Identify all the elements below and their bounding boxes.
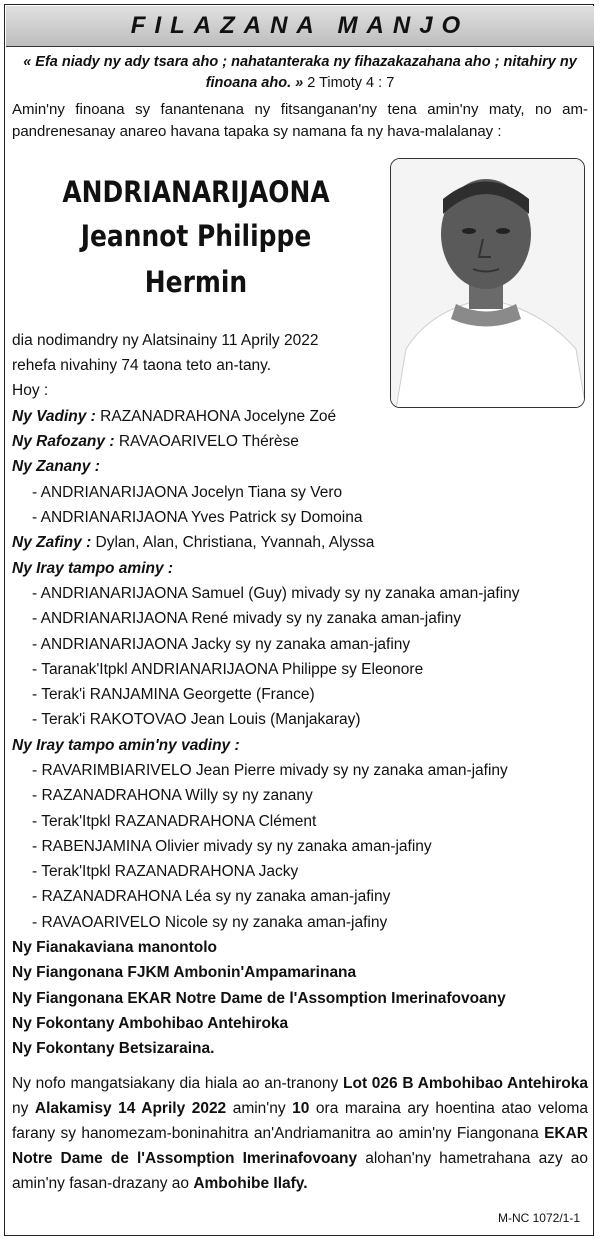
funeral-date: Alakamisy 14 Aprily 2022 bbox=[34, 1100, 227, 1117]
rafozany-label: Ny Rafozany : bbox=[12, 433, 115, 450]
list-item: - RAZANADRAHONA Willy sy ny zanany bbox=[32, 787, 313, 804]
notice-header bbox=[6, 6, 594, 47]
list-item: - Terak'Itpkl RAZANADRAHONA Jacky bbox=[32, 863, 299, 880]
zanany-label: Ny Zanany : bbox=[12, 458, 100, 475]
deceased-surname: ANDRIANARIJAONA bbox=[62, 175, 330, 209]
deceased-firstname: Jeannot Philippe bbox=[80, 219, 312, 253]
list-item: - ANDRIANARIJAONA René mivady sy ny zanaka aman-jafiny bbox=[32, 610, 461, 627]
hoy-label: Hoy : bbox=[12, 382, 49, 399]
rafozany-value: RAVAOARIVELO Thérèse bbox=[118, 433, 299, 450]
funeral-text-4: ora maraina ary hoentina atao veloma farany sy hanomezam-boninahitra an'Andriamanitra ao amin'ny Fiangonana bbox=[12, 1100, 589, 1142]
funeral-church: EKAR Notre Dame de l'Assomption Imerinafovoany bbox=[12, 1125, 588, 1167]
iray-tampo-vadiny-label: Ny Iray tampo amin'ny vadiny : bbox=[12, 737, 240, 754]
death-line: dia nodimandry ny Alatsinainy 11 Aprily 2022 bbox=[12, 332, 319, 349]
list-item: - ANDRIANARIJAONA Yves Patrick sy Domoina bbox=[32, 509, 363, 526]
organization-line: Ny Fianakaviana manontolo bbox=[12, 939, 217, 956]
list-item: - RAZANADRAHONA Léa sy ny zanaka aman-jafiny bbox=[32, 888, 391, 905]
list-item: - RABENJAMINA Olivier mivady sy ny zanaka aman-jafiny bbox=[32, 838, 432, 855]
funeral-place: Ambohibe Ilafy. bbox=[193, 1175, 308, 1192]
age-line: rehefa nivahiny 74 taona teto an-tany. bbox=[12, 357, 272, 374]
funeral-text-3: amin'ny bbox=[232, 1100, 286, 1117]
list-item: - ANDRIANARIJAONA Jacky sy ny zanaka aman-jafiny bbox=[32, 636, 411, 653]
funeral-text-5: alohan'ny hametrahana azy ao amin'ny fasan-drazany ao bbox=[12, 1150, 589, 1192]
list-item: - ANDRIANARIJAONA Jocelyn Tiana sy Vero bbox=[32, 484, 343, 501]
iray-tampo-aminy-label: Ny Iray tampo aminy : bbox=[12, 560, 174, 577]
list-item: - Taranak'Itpkl ANDRIANARIJAONA Philippe sy Eleonore bbox=[32, 661, 424, 678]
vadiny-label: Ny Vadiny : bbox=[12, 408, 96, 425]
list-item: - Terak'Itpkl RAZANADRAHONA Clément bbox=[32, 813, 317, 830]
deceased-firstname-2: Hermin bbox=[144, 265, 248, 299]
zafiny-row bbox=[12, 530, 374, 555]
notice-title: FILAZANA MANJO bbox=[130, 12, 470, 39]
list-item: - RAVAOARIVELO Nicole sy ny zanaka aman-jafiny bbox=[32, 914, 388, 931]
list-item: - Terak'i RANJAMINA Georgette (France) bbox=[32, 686, 315, 703]
organization-line: Ny Fiangonana FJKM Ambonin'Ampamarinana bbox=[12, 964, 357, 981]
intro-paragraph: Amin'ny finoana sy fanantenana ny fitsanganan'ny tena amin'ny maty, no am-pandrenesanay anareo havana tapaka sy namana fa ny hava-malalanay : bbox=[12, 101, 588, 140]
zafiny-label: Ny Zafiny : bbox=[12, 534, 92, 551]
funeral-hour: 10 bbox=[292, 1100, 310, 1117]
organization-line: Ny Fokontany Betsizaraina. bbox=[12, 1040, 215, 1057]
quote-text: « Efa niady ny ady tsara aho ; nahatanteraka ny fihazakazahana aho ; nitahiry ny finoana aho. » bbox=[23, 54, 577, 91]
vadiny-row bbox=[12, 404, 336, 429]
reference-code: M-NC 1072/1-1 bbox=[497, 1211, 580, 1225]
organization-line: Ny Fiangonana EKAR Notre Dame de l'Assomption Imerinafovoany bbox=[12, 990, 506, 1007]
funeral-text-1: Ny nofo mangatsiakany dia hiala ao an-tranony bbox=[12, 1075, 339, 1092]
list-item: - Terak'i RAKOTOVAO Jean Louis (Manjakaray) bbox=[32, 711, 361, 728]
portrait-photo-icon bbox=[391, 159, 585, 408]
organization-line: Ny Fokontany Ambohibao Antehiroka bbox=[12, 1015, 289, 1032]
funeral-address: Lot 026 B Ambohibao Antehiroka bbox=[343, 1075, 588, 1092]
rafozany-row bbox=[12, 429, 299, 454]
quote-reference: 2 Timoty 4 : 7 bbox=[307, 75, 395, 91]
zafiny-value: Dylan, Alan, Christiana, Yvannah, Alyssa bbox=[95, 534, 375, 551]
bible-quote bbox=[12, 52, 588, 94]
vadiny-value: RAZANADRAHONA Jocelyne Zoé bbox=[100, 408, 337, 425]
funeral-text-2: ny bbox=[12, 1100, 29, 1117]
list-item: - ANDRIANARIJAONA Samuel (Guy) mivady sy ny zanaka aman-jafiny bbox=[32, 585, 520, 602]
deceased-photo bbox=[390, 158, 585, 408]
funeral-paragraph bbox=[12, 1071, 588, 1196]
list-item: - RAVARIMBIARIVELO Jean Pierre mivady sy ny zanaka aman-jafiny bbox=[32, 762, 508, 779]
